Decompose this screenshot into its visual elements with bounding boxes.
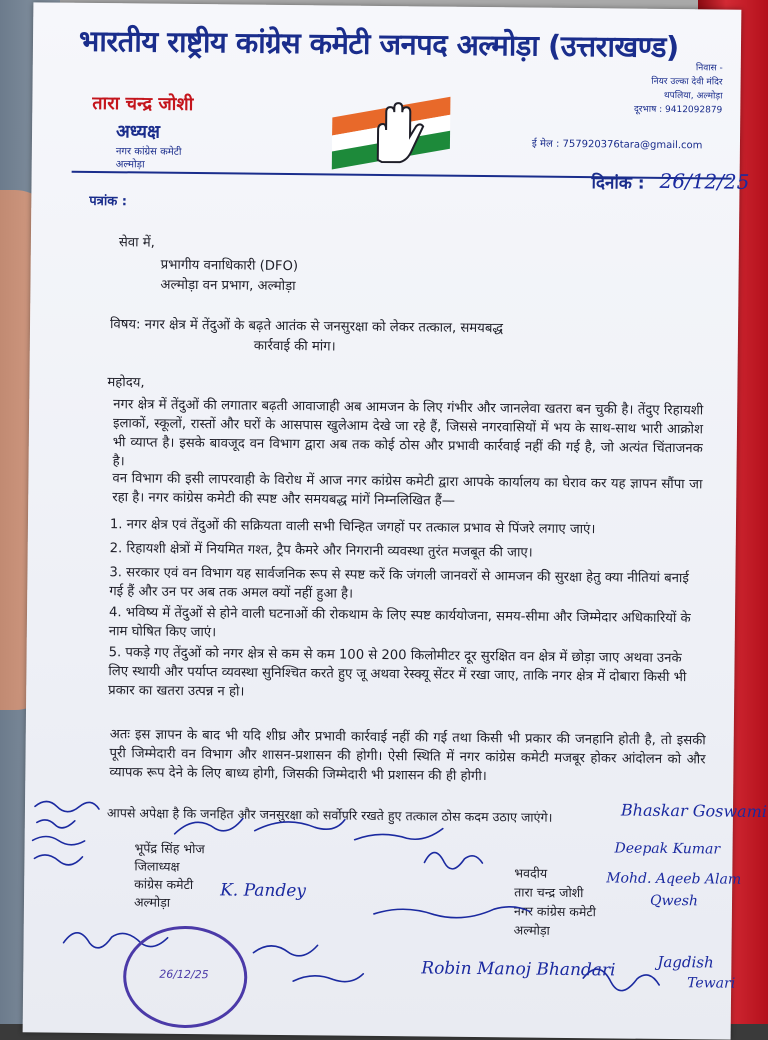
president-org-line2: अल्मोड़ा — [115, 159, 145, 171]
reference-label: पत्रांक : — [89, 193, 128, 210]
address-line: थपलिया, अल्मोड़ा — [663, 90, 723, 102]
signatory-right-name: तारा चन्द्र जोशी — [514, 884, 584, 901]
president-org-line1: नगर कांग्रेस कमेटी — [115, 146, 182, 158]
date-value: 26/12/25 — [659, 168, 750, 194]
addressee-line3: अल्मोड़ा वन प्रभाग, अल्मोड़ा — [160, 277, 296, 295]
congress-hand-flag-icon — [332, 91, 453, 172]
subject-line2: कार्रवाई की मांग। — [253, 338, 336, 355]
president-role: अध्यक्ष — [115, 121, 161, 143]
demand-item: 2. रिहायशी क्षेत्रों में नियमित गश्त, ट्रैप कैमरे और निगरानी व्यवस्था तुरंत मजबूत की जाए। — [109, 541, 533, 561]
demand-item: 1. नगर क्षेत्र एवं तेंदुओं की सक्रियता वाली सभी चिन्हित जगहों पर तत्काल प्रभाव से पिंजरे लगाए जाएं। — [109, 517, 596, 538]
signatory-left-name: भूपेंद्र सिंह भोज — [134, 840, 205, 857]
address-line: नियर उल्का देवी मंदिर — [651, 76, 723, 88]
demand-item: 5. पकड़े गए तेंदुओं को नगर क्षेत्र से कम से कम 100 से 200 किलोमीटर दूर सुरक्षित वन क्षेत्र में छोड़ा जाए अथवा उनके लिए स्थायी और पर्याप्त व्यवस्था सुनिश्चित करते हुए जू अथवा रेस्क्यू सेंटर में रखा जाए, ताकि नगर क्षेत्र में दोबारा किसी भी प्रकार का खतरा उत्पन्न न हो। — [108, 645, 687, 700]
date-label: दिनांक : — [591, 173, 645, 194]
handwritten-signature: K. Pandey — [220, 880, 307, 902]
letter-page — [23, 2, 768, 1039]
handwritten-signature: Bhaskar Goswami — [620, 800, 768, 822]
addressee-line2: प्रभागीय वनाधिकारी (DFO) — [160, 257, 299, 275]
final-line: आपसे अपेक्षा है कि जनहित और जनसुरक्षा को सर्वोपरि रखते हुए तत्काल ठोस कदम उठाए जाएंगे। — [106, 805, 553, 825]
stamp-date: 26/12/25 — [159, 967, 209, 982]
handwritten-signature: Mohd. Aqeeb Alam — [606, 870, 742, 888]
closing-word: भवदीय — [514, 865, 548, 881]
salutation: महोदय, — [107, 375, 145, 391]
signatory-left-place: अल्मोड़ा — [133, 894, 171, 910]
addressee-line1: सेवा में, — [118, 235, 155, 251]
signatory-left-org: कांग्रेस कमेटी — [134, 876, 194, 893]
president-org — [116, 145, 182, 172]
demand-item: 3. सरकार एवं वन विभाग यह सार्वजनिक रूप से स्पष्ट करें कि जंगली जानवरों से आमजन की सुरक्षा हेतु क्या नीतियां बनाई गई हैं और उन पर अब तक अमल क्यों नहीं हुआ है। — [109, 565, 689, 602]
address-line: निवास - — [695, 63, 723, 74]
handwritten-signature: Tewari — [687, 975, 736, 992]
president-name: तारा चन्द्र जोशी — [92, 92, 194, 116]
phone-line: दूरभाष : 9412092879 — [633, 104, 723, 116]
subject-line1: विषय: नगर क्षेत्र में तेंदुओं के बढ़ते आतंक से जनसुरक्षा को लेकर तत्काल, समयबद्ध — [109, 317, 504, 337]
handwritten-signature: Robin Manoj Bhandari — [421, 958, 616, 981]
handwritten-signature: Jagdish — [657, 952, 714, 972]
letterhead-title: भारतीय राष्ट्रीय कांग्रेस कमेटी जनपद अल्मोड़ा (उत्तराखण्ड) — [78, 23, 679, 65]
paragraph-1: नगर क्षेत्र में तेंदुओं की लगातार बढ़ती आवाजाही अब आमजन के लिए गंभीर और जानलेवा खतरा बन चुकी है। तेंदुए रिहायशी इलाकों, स्कूलों, रास्तों और घरों के आसपास खुलेआम देखे जा रहे हैं, जिससे नगरवासियों में भय के साथ-साथ भारी आक्रोश भी व्याप्त है। इसके बावजूद वन विभाग द्वारा अब तक कोई ठोस और प्रभावी कार्रवाई नहीं की गई है, जो अत्यंत चिंताजनक है। — [112, 397, 704, 470]
signatory-left-role: जिलाध्यक्ष — [134, 858, 180, 874]
signatory-right-place: अल्मोड़ा — [513, 922, 550, 938]
handwritten-signature: Deepak Kumar — [614, 840, 721, 858]
handwritten-scribbles — [23, 792, 736, 1039]
demand-item: 4. भविष्य में तेंदुओं से होने वाली घटनाओं की रोकथाम के लिए स्पष्ट कार्ययोजना, समय-सीमा और जिम्मेदार अधिकारियों के नाम घोषित किए जाएं। — [108, 605, 691, 641]
signatory-right-org: नगर कांग्रेस कमेटी — [513, 903, 596, 920]
email-line: ई मेल : 757920376tara@gmail.com — [531, 138, 703, 152]
paragraph-2: वन विभाग की इसी लापरवाही के विरोध में आज नगर कांग्रेस कमेटी द्वारा आपके कार्यालय का घेराव कर यह ज्ञापन सौंपा जा रहा है। नगर कांग्रेस कमेटी की स्पष्ट और समयबद्ध मांगें निम्नलिखित हैं— — [112, 471, 703, 509]
address-block — [592, 60, 723, 117]
handwritten-signature: Qwesh — [649, 892, 699, 910]
closing-paragraph: अतः इस ज्ञापन के बाद भी यदि शीघ्र और प्रभावी कार्रवाई नहीं की गई तथा किसी भी प्रकार की जनहानि होती है, तो इसकी पूरी जिम्मेदारी वन विभाग और शासन-प्रशासन की होगी। ऐसी स्थिति में नगर कांग्रेस कमेटी मजबूर होकर आंदोलन को और व्यापक रूप देने के लिए बाध्य होगी, जिसकी जिम्मेदारी भी प्रशासन की ही होगी। — [109, 727, 706, 785]
